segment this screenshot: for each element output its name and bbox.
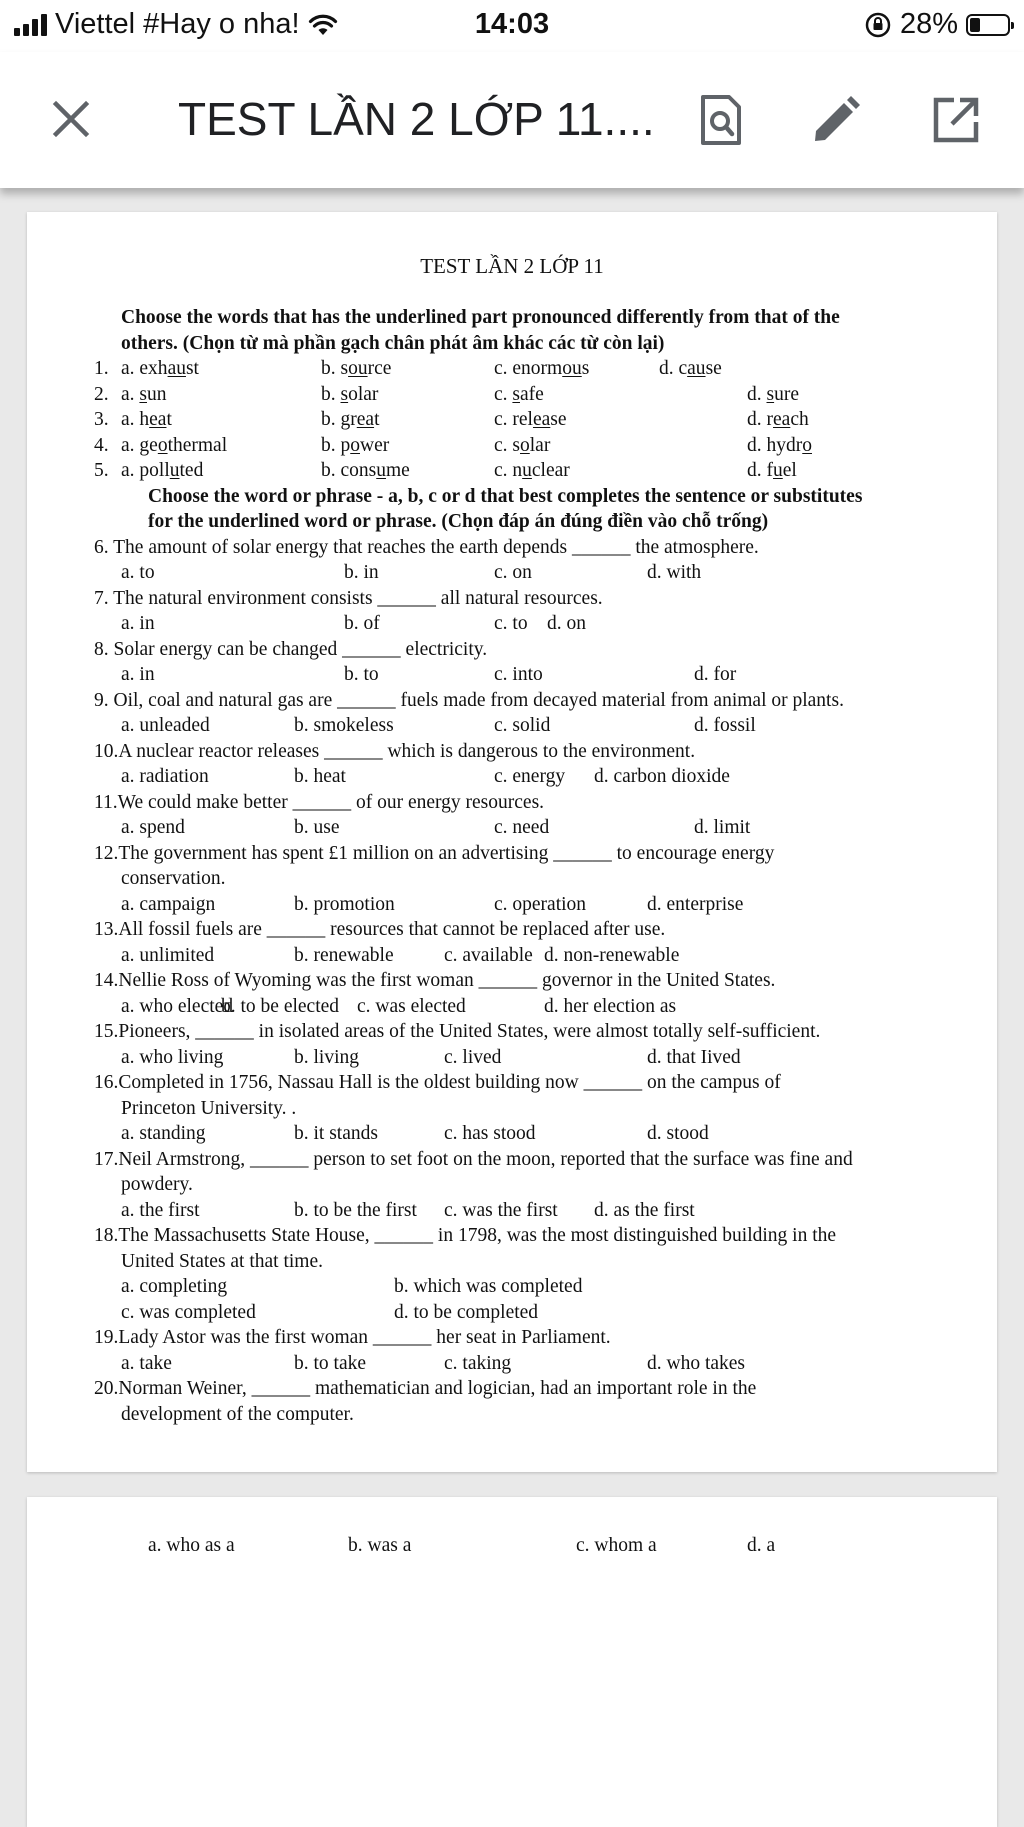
battery-percentage: 28% — [899, 8, 958, 40]
open-external-icon — [932, 96, 980, 144]
app-bar — [0, 52, 1024, 188]
option-b: b. to take — [294, 1352, 367, 1374]
option-b: b. consume — [321, 460, 410, 481]
question-options — [94, 662, 974, 688]
option-a: a. who living — [121, 1046, 224, 1068]
option-c: c. taking — [444, 1352, 512, 1374]
option-c: c. was elected — [357, 995, 466, 1017]
question-20-options — [94, 1535, 974, 1561]
question-options — [94, 1121, 974, 1147]
doc-title: TEST LẦN 2 LỚP 11 — [420, 254, 604, 278]
option-d: d. non-renewable — [544, 944, 680, 966]
option-c: c. solid — [494, 715, 551, 736]
option-b: b. to — [344, 664, 379, 685]
option-b: b. source — [321, 358, 392, 379]
option-d: d. who takes — [647, 1352, 746, 1374]
option-d: d. carbon dioxide — [594, 766, 730, 787]
question-stem: 7. The natural environment consists ______ all natural resources. — [94, 587, 603, 609]
option-b: b. was a — [348, 1535, 412, 1556]
question-stem: 16.Completed in 1756, Nassau Hall is the oldest building now ______ on the campus of — [94, 1072, 781, 1093]
option-b: b. to be the first — [294, 1199, 417, 1221]
option-c: c. solar — [494, 434, 551, 456]
question-19 — [94, 1325, 974, 1376]
question-17 — [94, 1147, 974, 1224]
option-a: a. heat — [121, 409, 172, 430]
pronunciation-question — [94, 356, 974, 382]
document-page-1 — [27, 212, 997, 1472]
question-number: 2. — [94, 383, 109, 405]
pronunciation-question — [94, 407, 974, 433]
pronunciation-question — [94, 458, 974, 484]
option-a: a. unleaded — [121, 715, 210, 736]
option-d: d. fuel — [747, 460, 797, 481]
option-d: d. on — [547, 613, 586, 634]
option-c: c. need — [494, 817, 550, 838]
option-d: d. fossil — [694, 715, 756, 736]
option-c: c. operation — [494, 893, 587, 915]
question-stem: 20.Norman Weiner, ______ mathematician and logician, had an important role in the — [94, 1378, 757, 1399]
find-in-page-icon — [699, 94, 743, 146]
option-c: c. available — [444, 944, 533, 966]
option-d: d. sure — [747, 383, 799, 405]
question-6 — [94, 535, 974, 586]
option-b: b. which was completed — [394, 1276, 583, 1297]
question-options — [94, 713, 974, 739]
question-16 — [94, 1070, 974, 1147]
question-stem: conservation. — [121, 868, 226, 889]
option-c: c. whom a — [576, 1535, 657, 1556]
section-2-heading: for the underlined word or phrase. (Chọn đáp án đúng điền vào chỗ trống) — [148, 511, 769, 532]
question-stem: Princeton University. . — [121, 1097, 297, 1119]
status-time: 14:03 — [474, 8, 550, 40]
option-a: a. polluted — [121, 460, 204, 481]
option-a: a. completing — [121, 1276, 228, 1297]
option-a: a. radiation — [121, 766, 209, 787]
option-d: d. her election as — [544, 995, 677, 1017]
option-d: d. stood — [647, 1123, 709, 1144]
question-stem: 18.The Massachusetts State House, ______ in 1798, was the most distinguished building in the — [94, 1225, 837, 1246]
option-d: d. with — [647, 562, 702, 583]
option-c: c. has stood — [444, 1123, 536, 1144]
option-b: b. promotion — [294, 893, 395, 915]
option-d: d. hydro — [747, 434, 812, 456]
option-c: c. release — [494, 409, 567, 430]
question-options — [94, 1274, 974, 1300]
option-a: a. in — [121, 613, 155, 634]
question-stem: 13.All fossil fuels are ______ resources that cannot be replaced after use. — [94, 919, 666, 940]
option-b: b. to be elected — [221, 995, 340, 1017]
option-a: a. standing — [121, 1123, 206, 1144]
option-d: d. limit — [694, 817, 751, 838]
battery-icon — [966, 14, 1010, 36]
question-options — [94, 1198, 974, 1224]
option-d: d. to be completed — [394, 1301, 539, 1323]
question-stem: 10.A nuclear reactor releases ______ which is dangerous to the environment. — [94, 740, 696, 762]
question-14 — [94, 968, 974, 1019]
option-b: b. living — [294, 1046, 360, 1068]
question-stem: 8. Solar energy can be changed ______ electricity. — [94, 638, 488, 660]
question-options — [94, 611, 974, 637]
status-bar — [0, 0, 1024, 52]
option-c: c. on — [494, 562, 532, 583]
option-a: a. in — [121, 664, 155, 685]
carrier-name: Viettel #Hay o nha! — [55, 8, 300, 40]
question-stem: development of the computer. — [121, 1403, 354, 1425]
question-options — [94, 1351, 974, 1377]
question-15 — [94, 1019, 974, 1070]
question-7 — [94, 586, 974, 637]
question-9 — [94, 688, 974, 739]
option-a: a. take — [121, 1352, 172, 1374]
question-options — [94, 815, 974, 841]
option-b: b. power — [321, 434, 390, 456]
question-options — [94, 943, 974, 969]
question-number: 4. — [94, 434, 109, 456]
section-2-heading: Choose the word or phrase - a, b, c or d that best completes the sentence or substitutes — [148, 485, 863, 507]
option-d: d. as the first — [594, 1199, 695, 1221]
question-options — [94, 560, 974, 586]
question-options — [94, 1045, 974, 1071]
question-stem: powdery. — [121, 1174, 193, 1195]
close-button[interactable] — [42, 90, 100, 148]
question-13 — [94, 917, 974, 968]
question-options — [94, 1300, 974, 1326]
section-1 — [94, 305, 974, 1427]
edit-button[interactable] — [808, 92, 864, 148]
option-b: b. heat — [294, 766, 346, 787]
option-a: a. spend — [121, 817, 185, 838]
option-a: a. exhaust — [121, 358, 199, 379]
question-options — [94, 764, 974, 790]
option-d: d. that Iived — [647, 1046, 741, 1068]
option-c: c. enormous — [494, 358, 590, 379]
option-b: b. in — [344, 562, 379, 583]
question-stem: 15.Pioneers, ______ in isolated areas of the United States, were almost totally self-sufficient. — [94, 1021, 821, 1042]
question-18 — [94, 1223, 974, 1325]
question-stem: 14.Nellie Ross of Wyoming was the first woman ______ governor in the United States. — [94, 970, 776, 991]
option-c: c. to — [494, 613, 528, 634]
question-8 — [94, 637, 974, 688]
option-c: c. safe — [494, 383, 544, 405]
question-options — [94, 892, 974, 918]
document-title: TEST LẦN 2 LỚP 11.... — [178, 93, 655, 145]
option-c: c. into — [494, 664, 543, 685]
option-b: b. use — [294, 817, 340, 838]
question-12 — [94, 841, 974, 918]
pronunciation-question — [94, 433, 974, 459]
option-a: a. sun — [121, 383, 167, 405]
option-b: b. solar — [321, 383, 379, 405]
orientation-lock-icon — [864, 11, 892, 39]
option-a: a. to — [121, 562, 155, 583]
question-stem: 12.The government has spent £1 million on an advertising ______ to encourage energy — [94, 842, 775, 864]
option-c: c. was completed — [121, 1301, 256, 1323]
option-a: a. who elected — [121, 995, 234, 1017]
option-b: b. smokeless — [294, 715, 394, 736]
question-11 — [94, 790, 974, 841]
option-d: d. enterprise — [647, 893, 744, 915]
option-d: d. reach — [747, 409, 809, 430]
option-a: a. campaign — [121, 893, 216, 915]
section-1-heading: Choose the words that has the underlined part pronounced differently from that of the — [121, 307, 840, 328]
option-d: d. for — [694, 664, 737, 685]
option-c: c. energy — [494, 766, 566, 787]
option-a: a. who as a — [148, 1535, 235, 1556]
question-20 — [94, 1376, 974, 1427]
option-b: b. it stands — [294, 1123, 378, 1144]
question-stem: 11.We could make better ______ of our energy resources. — [94, 791, 545, 813]
option-c: c. nuclear — [494, 460, 570, 481]
pronunciation-question — [94, 382, 974, 408]
question-list — [94, 535, 974, 1428]
option-a: a. unlimited — [121, 944, 215, 966]
option-d: d. a — [747, 1535, 776, 1556]
option-a: a. the first — [121, 1199, 200, 1221]
question-stem: 17.Neil Armstrong, ______ person to set foot on the moon, reported that the surface was fine and — [94, 1148, 853, 1170]
option-b: b. of — [344, 613, 380, 634]
option-a: a. geothermal — [121, 434, 228, 456]
question-stem: 19.Lady Astor was the first woman ______ her seat in Parliament. — [94, 1327, 611, 1348]
option-d: d. cause — [659, 358, 722, 379]
question-10 — [94, 739, 974, 790]
question-number: 3. — [94, 409, 109, 430]
question-number: 5. — [94, 460, 109, 481]
open-external-button[interactable] — [928, 92, 984, 148]
option-b: b. renewable — [294, 944, 394, 966]
question-options — [94, 994, 974, 1020]
option-b: b. great — [321, 409, 380, 430]
question-number: 1. — [94, 358, 109, 379]
option-c: c. lived — [444, 1046, 502, 1068]
close-icon — [51, 99, 91, 139]
question-stem: 9. Oil, coal and natural gas are ______ fuels made from decayed material from animal or plants. — [94, 689, 844, 711]
document-page-2 — [27, 1497, 997, 1827]
option-c: c. was the first — [444, 1199, 558, 1221]
question-stem: 6. The amount of solar energy that reaches the earth depends ______ the atmosphere. — [94, 536, 759, 558]
section-1-heading: others. (Chọn từ mà phần gạch chân phát âm khác các từ còn lại) — [121, 332, 665, 354]
question-stem: United States at that time. — [121, 1250, 323, 1272]
find-in-page-button[interactable] — [693, 92, 749, 148]
edit-icon — [811, 95, 861, 145]
